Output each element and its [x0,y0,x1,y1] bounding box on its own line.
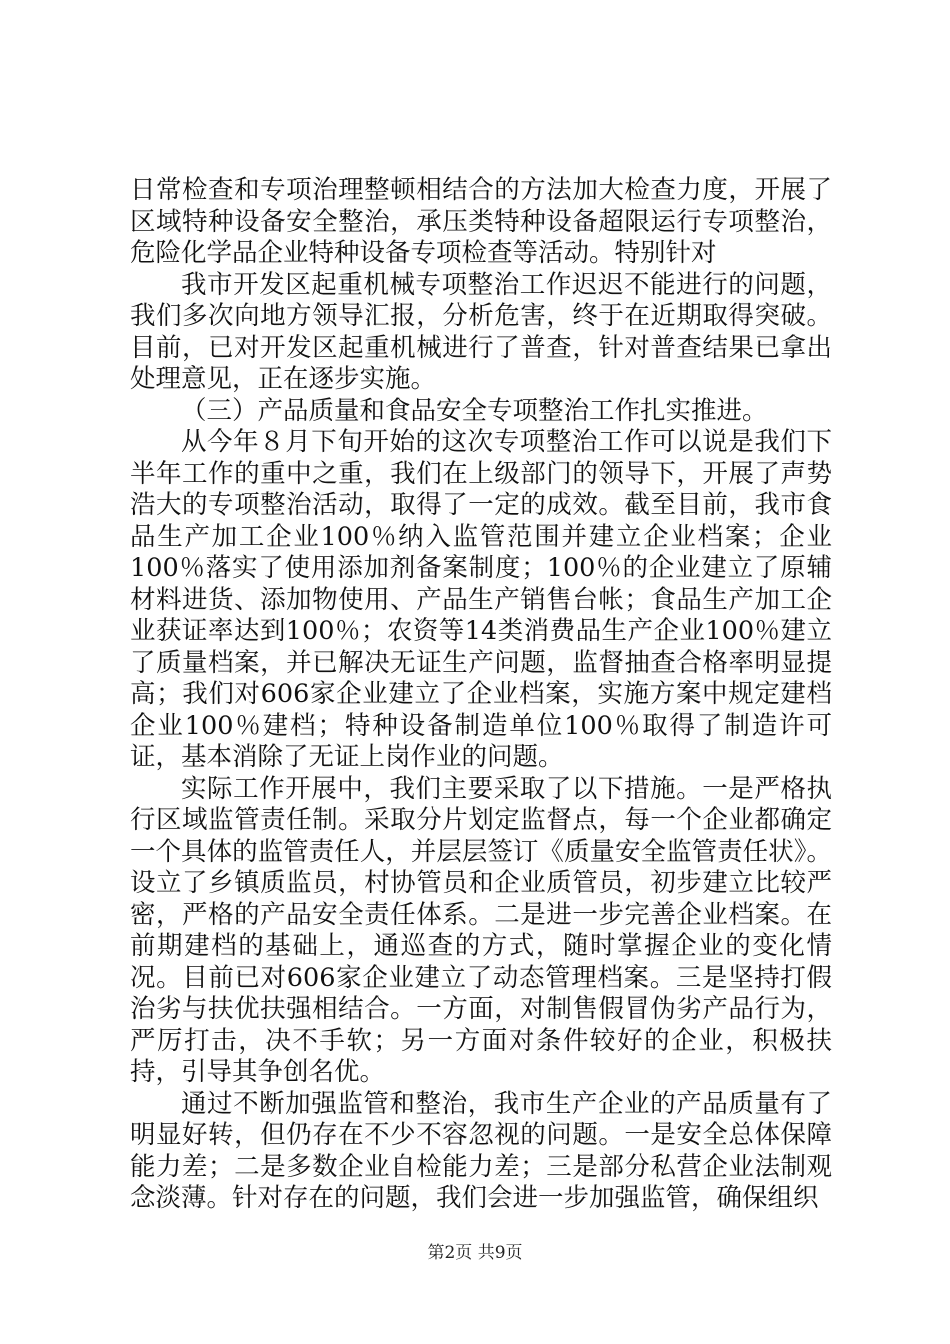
paragraph-5: 实际工作开展中，我们主要采取了以下措施。一是严格执行区域监管责任制。采取分片划定监督点，每一个企业都确定一个具体的监管责任人，并层层签订《质量安全监管责任状》。设立了乡镇质监员，村协管员和企业质管员，初步建立比较严密，严格的产品安全责任体系。二是进一步完善企业档案。在前期建档的基础上，通巡查的方式，随时掌握企业的变化情况。目前已对606家企业建立了动态管理档案。三是坚持打假治劣与扶优扶强相结合。一方面，对制售假冒伪劣产品行为，严厉打击，决不手软；另一方面对条件较好的企业，积极扶持，引导其争创名优。 [130,773,832,1087]
paragraph-2: 我市开发区起重机械专项整治工作迟迟不能进行的问题，我们多次向地方领导汇报，分析危害，终于在近期取得突破。目前，已对开发区起重机械进行了普查，针对普查结果已拿出处理意见，正在逐步实施。 [130,269,832,394]
section-heading-3: （三）产品质量和食品安全专项整治工作扎实推进。 [181,395,768,426]
paragraph-6: 通过不断加强监管和整治，我市生产企业的产品质量有了明显好转，但仍存在不少不容忽视的问题。一是安全总体保障能力差；二是多数企业自检能力差；三是部分私营企业法制观念淡薄。针对存在的问题，我们会进一步加强监管，确保组织 [130,1088,832,1213]
paragraph-4: 从今年８月下旬开始的这次专项整治工作可以说是我们下半年工作的重中之重，我们在上级部门的领导下，开展了声势浩大的专项整治活动，取得了一定的成效。截至目前，我市食品生产加工企业100％纳入监管范围并建立企业档案；企业100％落实了使用添加剂备案制度；100％的企业建立了原辅材料进货、添加物使用、产品生产销售台帐；食品生产加工企业获证率达到100％；农资等14类消费品生产企业100％建立了质量档案，并已解决无证生产问题，监督抽查合格率明显提高；我们对606家企业建立了企业档案，实施方案中规定建档企业100％建档；特种设备制造单位100％取得了制造许可证，基本消除了无证上岗作业的问题。 [130,427,832,772]
paragraph-1: 日常检查和专项治理整顿相结合的方法加大检查力度，开展了区域特种设备安全整治，承压类特种设备超限运行专项整治，危险化学品企业特种设备专项检查等活动。特别针对 [130,175,832,268]
page-number-label: 第2页 共9页 [427,1243,523,1263]
page-footer [0,1242,950,1264]
document-body [130,175,832,1215]
